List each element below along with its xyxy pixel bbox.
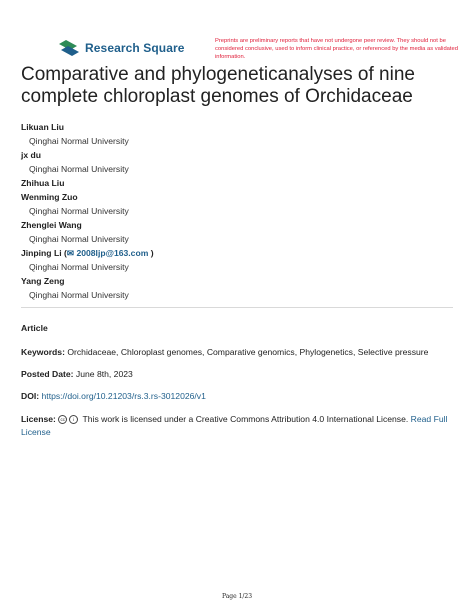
license-label: License: (21, 414, 56, 424)
author-affiliation: Qinghai Normal University (29, 164, 129, 174)
divider (21, 307, 453, 308)
author-affiliation: Qinghai Normal University (29, 290, 129, 300)
keywords-value: Orchidaceae, Chloroplast genomes, Comparative genomics, Phylogenetics, Selective pressure (67, 347, 429, 357)
license (21, 413, 453, 439)
keywords-label: Keywords: (21, 347, 65, 357)
posted-date (21, 368, 453, 381)
author-affiliation: Qinghai Normal University (29, 234, 129, 244)
author-affiliation: Qinghai Normal University (29, 136, 129, 146)
brand-name: Research Square (85, 41, 185, 55)
creative-commons-icon: cc (58, 415, 67, 424)
author-name: Zhihua Liu (21, 178, 65, 188)
research-square-logo[interactable] (57, 36, 185, 60)
envelope-icon: ✉ (66, 248, 75, 258)
doi-link[interactable]: https://doi.org/10.21203/rs.3.rs-3012026/v1 (41, 391, 206, 401)
page-number: Page 1/23 (221, 593, 253, 600)
research-square-logo-icon (57, 38, 81, 58)
author-name: jx du (21, 150, 42, 160)
preprint-disclaimer: Preprints are preliminary reports that have not undergone peer review. They should not be considered conclusive, used to inform clinical practice, or referenced by the media as validated information. (215, 38, 458, 60)
author-name: Jinping Li (21, 248, 62, 258)
posted-date-label: Posted Date: (21, 369, 74, 379)
article-type: Article (21, 323, 48, 333)
author-affiliation: Qinghai Normal University (29, 262, 129, 272)
read-full-license-link[interactable]: Read Full License (21, 414, 448, 437)
author-name: Zhenglei Wang (21, 220, 82, 230)
posted-date-value: June 8th, 2023 (75, 369, 133, 379)
author-name: Likuan Liu (21, 122, 64, 132)
doi-label: DOI: (21, 391, 40, 401)
attribution-icon: i (69, 415, 78, 424)
keywords (21, 346, 453, 359)
author-list (21, 120, 461, 302)
email-link[interactable] (67, 248, 149, 258)
author-name: Yang Zeng (21, 276, 65, 286)
author-name: Wenming Zuo (21, 192, 78, 202)
author-email: 2008ljp@163.com (76, 248, 149, 258)
doi (21, 390, 453, 403)
author-affiliation: Qinghai Normal University (29, 206, 129, 216)
corresponding-author: Jinping Li (✉ 2008ljp@163.com ) (21, 248, 154, 258)
license-text: This work is licensed under a Creative Commons Attribution 4.0 International License. (82, 414, 409, 424)
paper-title: Comparative and phylogeneticanalyses of nine complete chloroplast genomes of Orchidaceae (21, 64, 415, 107)
